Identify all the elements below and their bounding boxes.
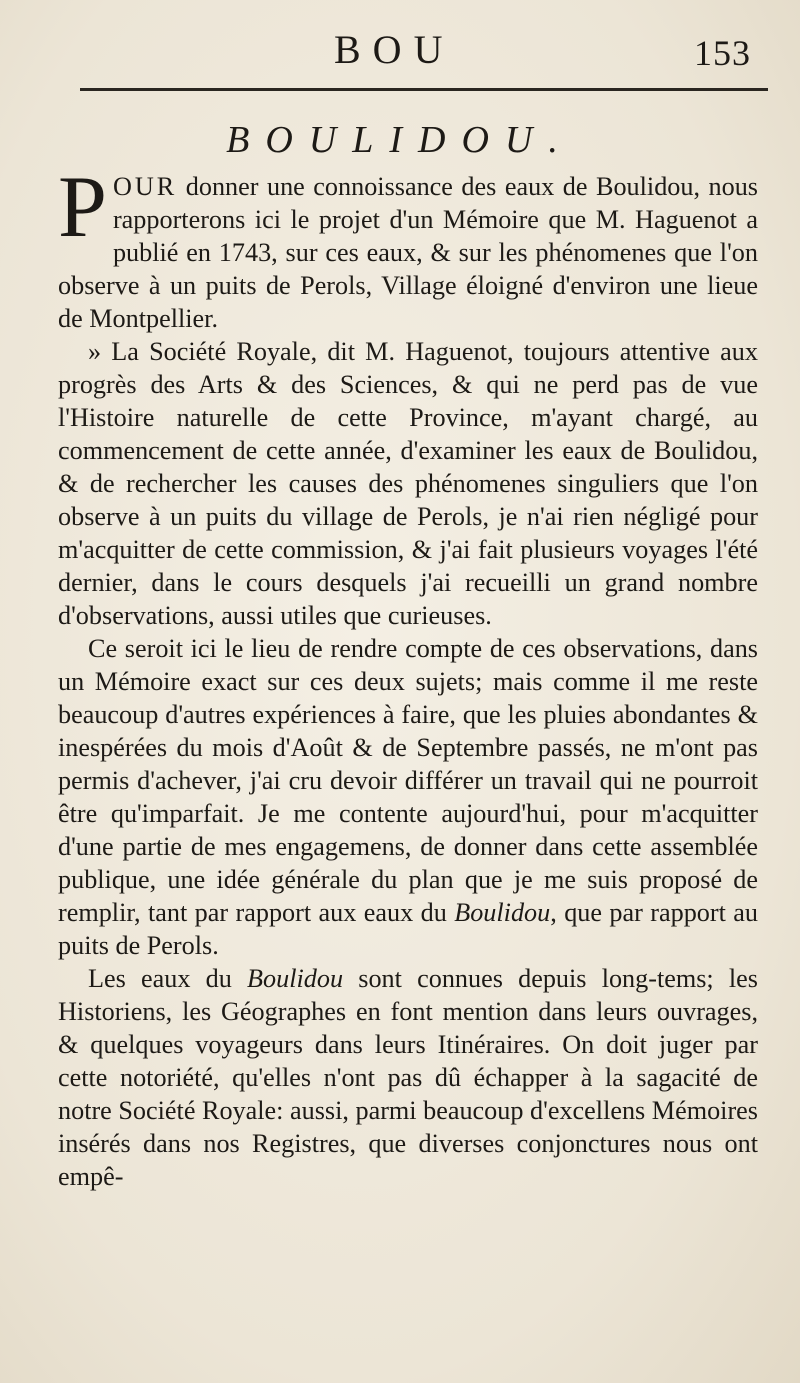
paragraph-1 <box>58 159 758 335</box>
running-head <box>0 22 800 78</box>
paragraph-4-text-a: Les eaux du <box>88 964 248 993</box>
paragraph-3-text-a: Ce seroit ici le lieu de rendre compte de ces observations, dans un Mémoire exact sur ces deux sujets; mais comme il me reste beaucoup d'autres expériences à faire, que les pluies abondantes & inespérées du mois d'Août & de Septembre passés, ne m'ont pas permis d'achever, j'ai cru devoir différer un travail qui ne pourroit être qu'imparfait. Je me contente aujourd'hui, pour m'acquitter d'une partie de mes engagemens, de donner dans cette assemblée publique, une idée générale du plan que je me suis proposé de remplir, tant par rapport aux eaux du <box>58 634 758 927</box>
page-number: 153 <box>694 33 751 73</box>
paragraph-4-text-b: sont connues depuis long-tems; les Historiens, les Géographes en font mention dans leurs ouvrages, & quelques voyageurs dans leurs Itinéraires. On doit juger par cette notoriété, qu'elles n'ont pas dû échapper à la sagacité de notre Société Royale: aussi, parmi beaucoup d'excellens Mémoires insérés dans nos Registres, que diverses conjonctures nous ont empê- <box>58 964 758 1191</box>
paragraph-4 <box>58 962 758 1193</box>
paragraph-3 <box>58 632 758 962</box>
header-rule <box>80 88 768 91</box>
drop-cap: P <box>58 159 107 256</box>
paragraph-2 <box>58 335 758 632</box>
small-caps-lead: OUR <box>112 172 178 201</box>
article-title: BOULIDOU. <box>226 119 574 161</box>
article-body <box>58 159 758 1193</box>
paragraph-2-text: » La Société Royale, dit M. Haguenot, toujours attentive aux progrès des Arts & des Sciences, & qui ne perd pas de vue l'Histoire naturelle de cette Province, m'ayant chargé, au commencement de cette année, d'examiner les eaux de Boulidou, & de rechercher les causes des phénomenes singuliers que l'on observe à un puits du village de Perols, je n'ai rien négligé pour m'acquitter de cette commission, & j'ai fait plusieurs voyages l'été dernier, dans le cours desquels j'ai recueilli un grand nombre d'observations, aussi utiles que curieuses. <box>58 337 758 630</box>
italic-place-name: Boulidou <box>454 898 551 927</box>
paragraph-3-text-b: , que par rapport au puits de Perols. <box>58 898 758 960</box>
running-title: BOU <box>334 27 455 72</box>
paragraph-1-text: donner une connoissance des eaux de Boulidou, nous rapporterons ici le projet d'un Mémoire que M. Haguenot a publié en 1743, sur ces eaux, & sur les phénomenes que l'on observe à un puits de Perols, Village éloigné d'environ une lieue de Montpellier. <box>58 172 758 333</box>
italic-place-name: Boulidou <box>247 964 344 993</box>
